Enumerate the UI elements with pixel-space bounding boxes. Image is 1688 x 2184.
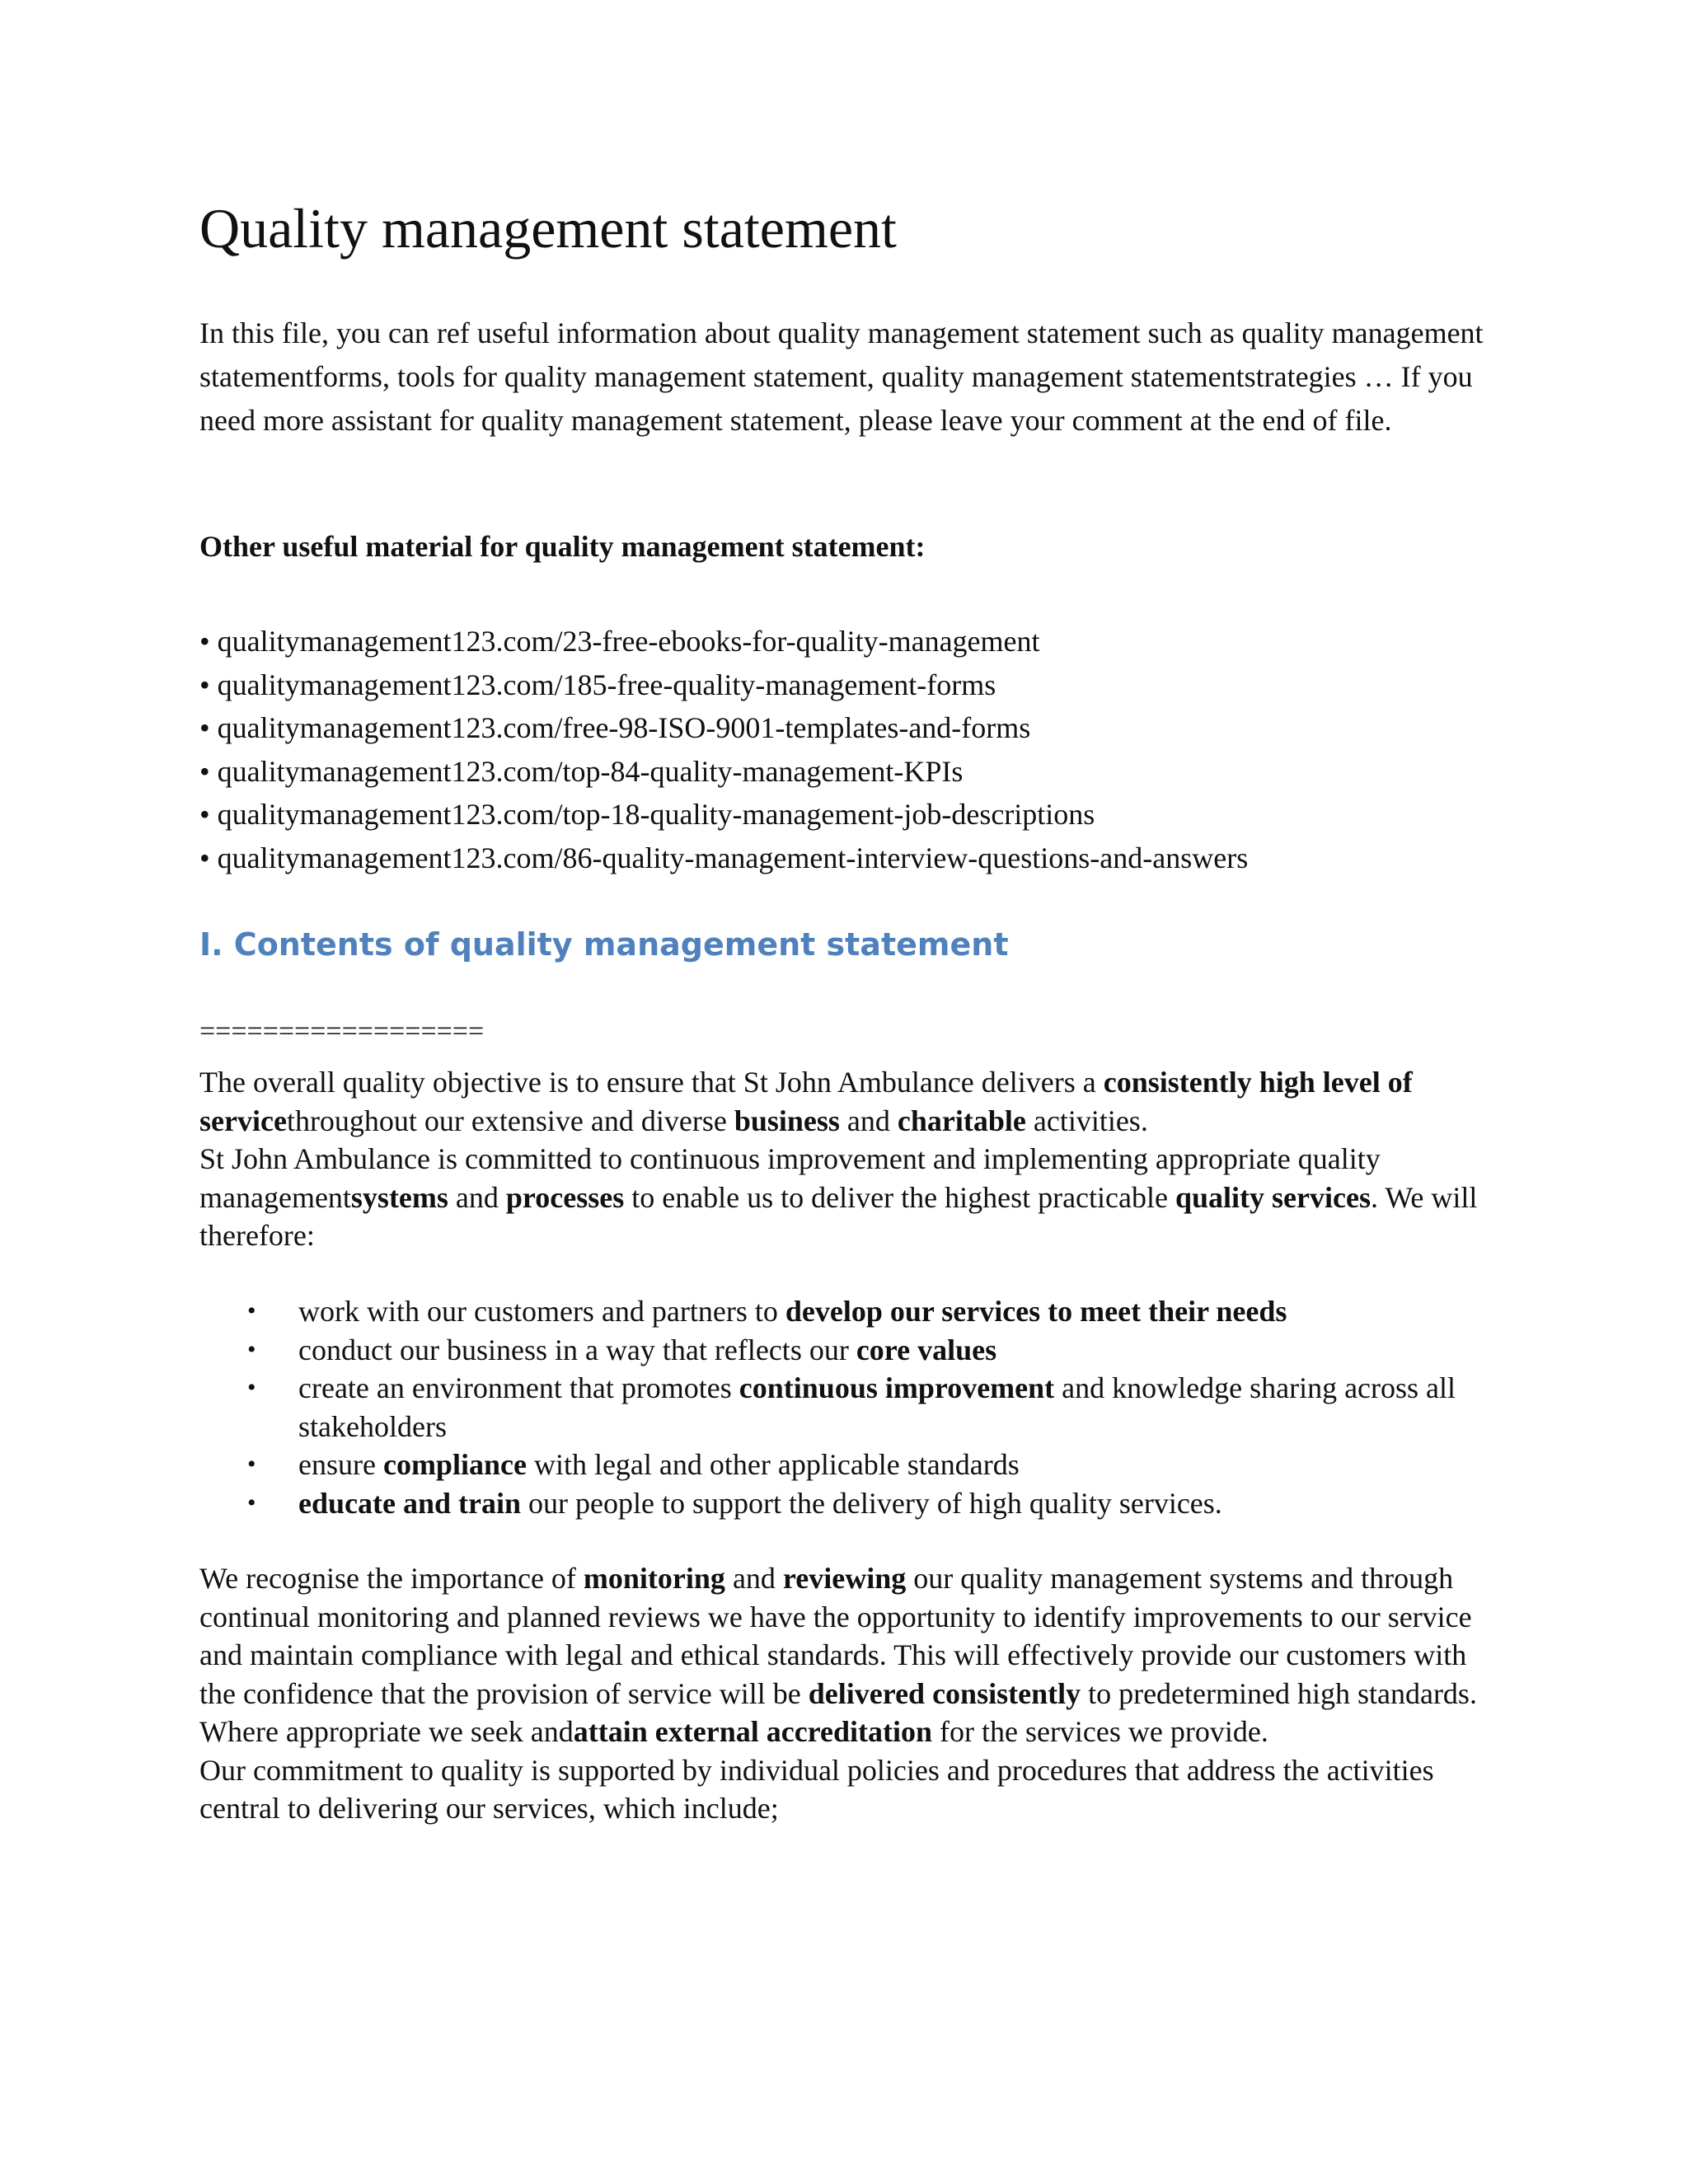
bullet-icon: •: [247, 1488, 256, 1516]
list-item: [199, 1484, 1510, 1523]
resource-link[interactable]: • qualitymanagement123.com/86-quality-management-interview-questions-and-answers: [199, 841, 1249, 874]
list-item: [199, 1331, 1510, 1370]
divider-line: ==================: [199, 1016, 485, 1047]
text-run: activities.: [1025, 1104, 1148, 1137]
text-run: . We will therefore:: [199, 1180, 1478, 1252]
text-run: for the services we provide.: [932, 1715, 1268, 1748]
bold-run: core values: [856, 1333, 997, 1366]
other-material-heading: Other useful material for quality management statement:: [199, 530, 926, 563]
text-run: ensure: [298, 1448, 383, 1481]
bold-run: monitoring: [583, 1562, 725, 1595]
bullet-icon: •: [247, 1374, 256, 1401]
bullet-icon: •: [247, 1451, 256, 1478]
bold-run: delivered consistently: [808, 1676, 1081, 1710]
bold-run: continuous improvement: [738, 1371, 1055, 1404]
text-run: and: [448, 1180, 506, 1214]
bold-run: processes: [505, 1180, 625, 1214]
text-run: create an environment that promotes: [298, 1371, 739, 1404]
text-run: and knowledge sharing across all stakeholders: [298, 1371, 1456, 1443]
bold-run: compliance: [382, 1448, 527, 1481]
list-item: [199, 1292, 1510, 1331]
resource-link[interactable]: • qualitymanagement123.com/top-84-quality-management-KPIs: [199, 754, 964, 788]
intro-paragraph: In this file, you can ref useful information about quality management statement such as quality management statementforms, tools for quality management statement, quality management statementstrategies … If you need more assistant for quality management statement, please leave your comment at the end of file.: [199, 316, 1484, 437]
text-run: throughout our extensive and diverse: [286, 1104, 734, 1137]
text-run: to predetermined high standards. Where appropriate we seek and: [199, 1676, 1477, 1748]
text-run: with legal and other applicable standards: [526, 1448, 1020, 1481]
objective-paragraph: [199, 1063, 1510, 1255]
bold-run: reviewing: [782, 1562, 907, 1595]
bold-run: attain external accreditation: [573, 1715, 932, 1748]
text-run: work with our customers and partners to: [298, 1295, 785, 1328]
bold-run: charitable: [897, 1104, 1026, 1137]
text-run: to enable us to deliver the highest practicable: [624, 1180, 1175, 1214]
text-run: Our commitment to quality is supported by individual policies and procedures that address the activities central to delivering our services, which include;: [199, 1753, 1434, 1825]
resource-link[interactable]: • qualitymanagement123.com/free-98-ISO-9001-templates-and-forms: [199, 711, 1031, 744]
resource-link[interactable]: • qualitymanagement123.com/top-18-quality-management-job-descriptions: [199, 798, 1095, 831]
bold-run: consistently high level of service: [199, 1066, 1413, 1137]
bold-run: develop our services to meet their needs: [785, 1295, 1287, 1328]
section-heading: I. Contents of quality management statement: [199, 926, 1009, 963]
resource-link[interactable]: • qualitymanagement123.com/23-free-ebooks-for-quality-management: [199, 625, 1040, 658]
list-item: [199, 1369, 1510, 1446]
page-title: Quality management statement: [199, 197, 897, 260]
text-run: We recognise the importance of: [199, 1562, 584, 1595]
text-run: conduct our business in a way that reflects our: [298, 1333, 856, 1366]
resource-link[interactable]: • qualitymanagement123.com/185-free-quality-management-forms: [199, 668, 996, 701]
text-run: and: [839, 1104, 898, 1137]
commitment-list: [199, 1292, 1510, 1522]
text-run: St John Ambulance is committed to continuous improvement and implementing appropriate quality management: [199, 1142, 1381, 1214]
bold-run: educate and train: [298, 1486, 521, 1520]
list-item: [199, 1446, 1510, 1484]
text-run: our quality management systems and through continual monitoring and planned reviews we have the opportunity to identify improvements to our service and maintain compliance with legal and ethical standards. This will effectively provide our customers with the confidence that the provision of service will be: [199, 1562, 1472, 1710]
bold-run: systems: [350, 1180, 448, 1214]
text-run: our people to support the delivery of high quality services.: [521, 1486, 1222, 1520]
text-run: The overall quality objective is to ensure that St John Ambulance delivers a: [199, 1066, 1104, 1099]
text-run: and: [724, 1562, 783, 1595]
bold-run: business: [734, 1104, 840, 1137]
bullet-icon: •: [247, 1297, 256, 1324]
bullet-icon: •: [247, 1335, 256, 1363]
resource-link-list: [199, 620, 1248, 879]
monitoring-paragraph: [199, 1559, 1510, 1828]
bold-run: quality services: [1175, 1180, 1371, 1214]
